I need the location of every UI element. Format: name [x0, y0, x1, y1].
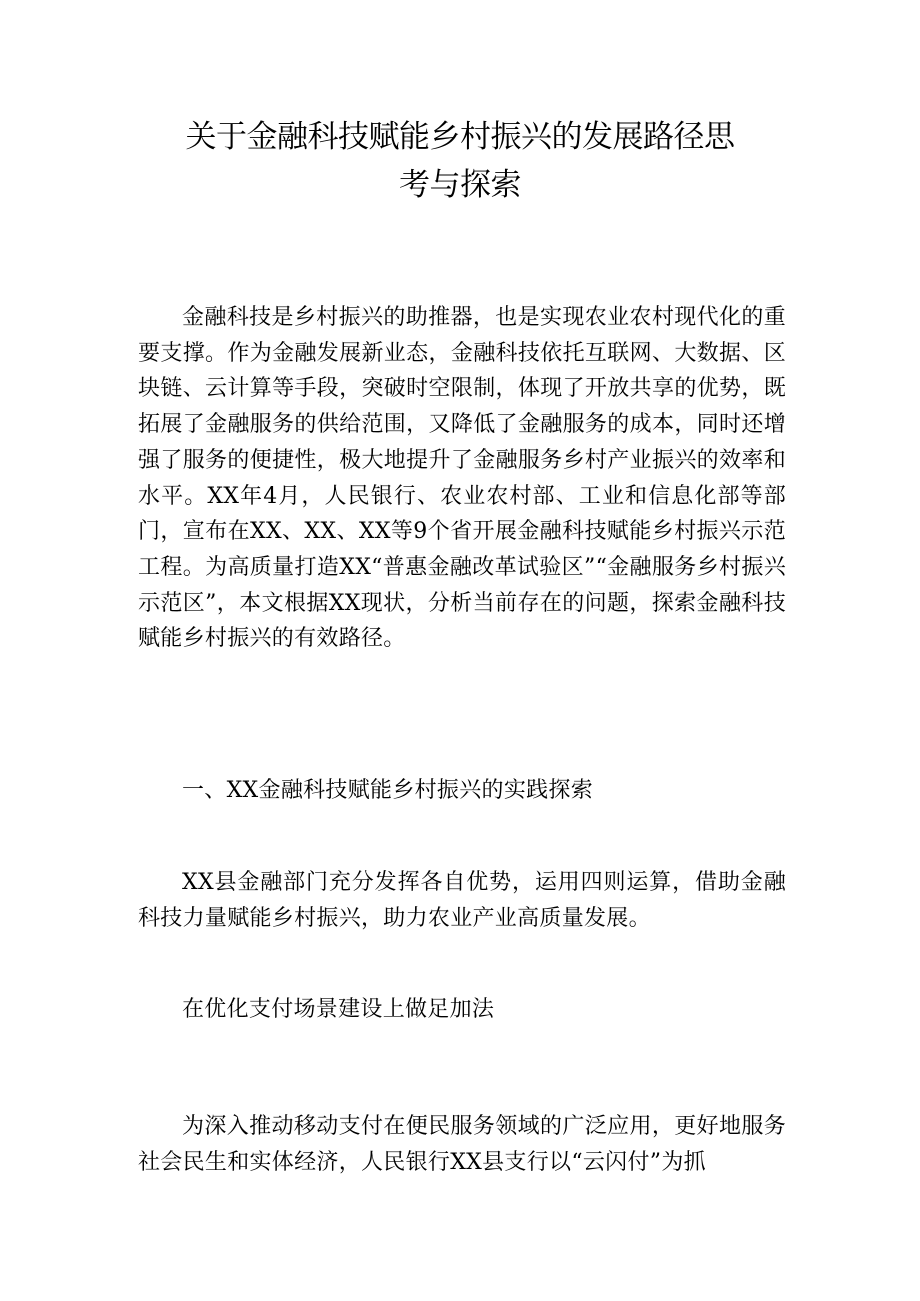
intro-paragraph: 金融科技是乡村振兴的助推器，也是实现农业农村现代化的重要支撑。作为金融发展新业态，金融科技依托互联网、大数据、区块链、云计算等手段，突破时空限制，体现了开放共享的优势，既拓展了金融服务的供给范围，又降低了金融服务的成本，同时还增强了服务的便捷性，极大地提升了金融服务乡村产业振兴的效率和水平。XX年4月，人民银行、农业农村部、工业和信息化部等部门，宣布在XX、XX、XX等9个省开展金融科技赋能乡村振兴示范工程。为高质量打造XX“普惠金融改革试验区”“金融服务乡村振兴示范区”，本文根据XX现状，分析当前存在的问题，探索金融科技赋能乡村振兴的有效路径。	[138, 305, 786, 652]
title-line-1: 关于金融科技赋能乡村振兴的发展路径思	[185, 119, 735, 155]
subsection-heading: 在优化支付场景建设上做足加法	[182, 997, 495, 1022]
subsection-paragraph: 为深入推动移动支付在便民服务领域的广泛应用，更好地服务社会民生和实体经济，人民银行XX县支行以“云闪付”为抓	[138, 1114, 786, 1175]
section-paragraph: XX县金融部门充分发挥各自优势，运用四则运算，借助金融科技力量赋能乡村振兴，助力农业产业高质量发展。	[138, 870, 786, 931]
section-heading: 一、XX金融科技赋能乡村振兴的实践探索	[182, 778, 594, 803]
document-title	[120, 113, 800, 209]
title-line-2: 考与探索	[399, 167, 521, 203]
